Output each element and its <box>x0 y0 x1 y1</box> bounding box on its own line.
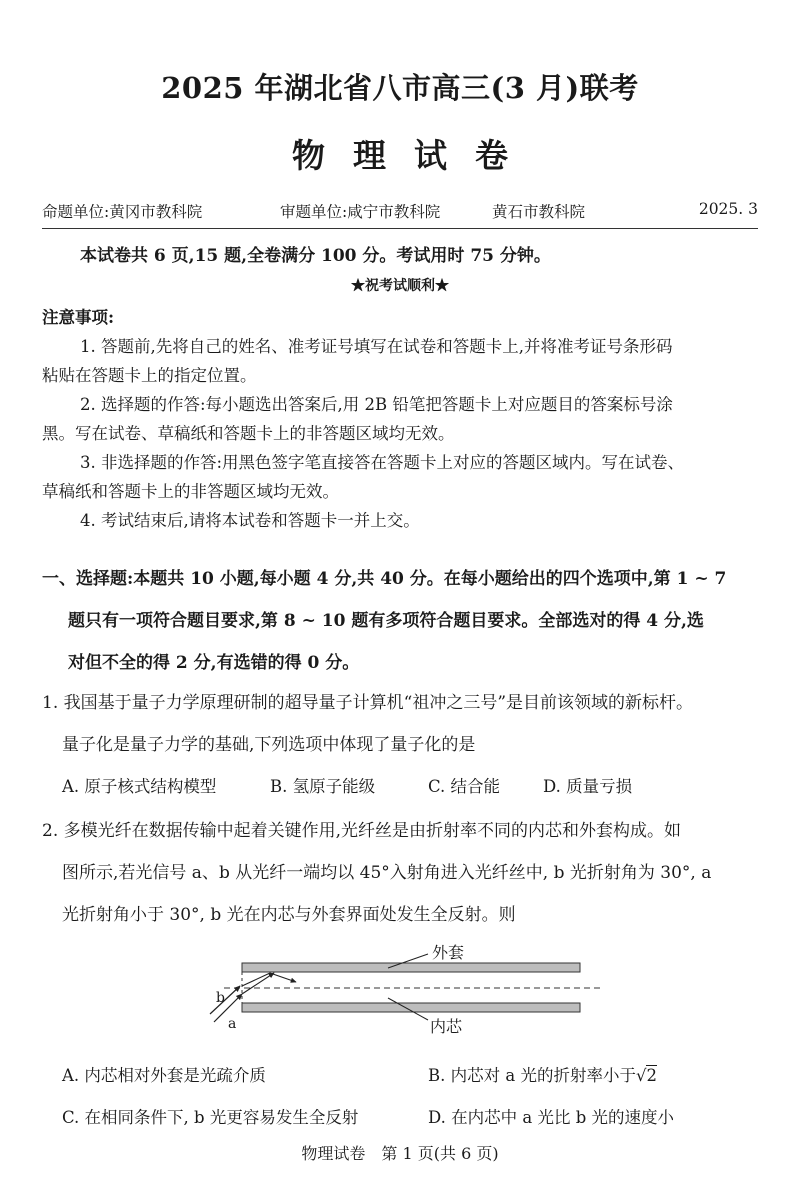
header-divider <box>42 228 758 229</box>
notice-item-1-line-1: 1. 答题前,先将自己的姓名、准考证号填写在试卷和答题卡上,并将准考证号条形码 <box>80 337 673 356</box>
cladding-top-band <box>242 963 580 972</box>
q2-option-b-text: B. 内芯对 a 光的折射率小于 <box>428 1066 636 1085</box>
notice-item-1-line-2: 粘贴在答题卡上的指定位置。 <box>42 366 257 385</box>
q2-stem-line-2: 图所示,若光信号 a、b 从光纤一端均以 45°入射角进入光纤丝中, b 光折射角为 30°, a <box>62 863 712 883</box>
section-1-line-2: 题只有一项符合题目要求,第 8 ~ 10 题有多项符合题目要求。全部选对的得 4 分,选 <box>68 611 704 631</box>
q1-stem-line-1: 1. 我国基于量子力学原理研制的超导量子计算机“祖冲之三号”是目前该领域的新标杆。 <box>42 693 694 713</box>
notice-heading: 注意事项: <box>42 308 115 327</box>
notice-item-3-line-2: 草稿纸和答题卡上的非答题区域均无效。 <box>42 482 339 501</box>
q2-option-b <box>428 1062 657 1086</box>
q2-option-a: A. 内芯相对外套是光疏介质 <box>62 1066 266 1085</box>
label-inner-core: 内芯 <box>430 1017 463 1036</box>
label-outer-cladding: 外套 <box>432 943 465 962</box>
author-unit: 命题单位:黄冈市教科院 <box>42 203 203 221</box>
section-1-line-1: 一、选择题:本题共 10 小题,每小题 4 分,共 40 分。在每小题给出的四个选项中,第 1 ~ 7 <box>42 569 727 589</box>
section-1-line-3: 对但不全的得 2 分,有选错的得 0 分。 <box>68 653 360 673</box>
q2-option-b-radicand: 2 <box>646 1066 657 1085</box>
refracted-ray-b <box>242 973 270 986</box>
q1-option-a: A. 原子核式结构模型 <box>62 777 217 796</box>
subject-title: 物理试卷 <box>292 136 536 175</box>
q2-option-d: D. 在内芯中 a 光比 b 光的速度小 <box>428 1108 675 1127</box>
notice-item-2-line-2: 黑。写在试卷、草稿纸和答题卡上的非答题区域均无效。 <box>42 424 455 443</box>
sqrt-symbol: √ <box>635 1066 647 1085</box>
review-unit-1: 审题单位:咸宁市教科院 <box>280 203 441 221</box>
fiber-optic-figure <box>200 936 620 1040</box>
q2-option-c: C. 在相同条件下, b 光更容易发生全反射 <box>62 1108 359 1127</box>
q2-stem-line-3: 光折射角小于 30°, b 光在内芯与外套界面处发生全反射。则 <box>62 905 516 925</box>
exam-title: 2025 年湖北省八市高三(3 月)联考 <box>161 71 639 105</box>
exam-date: 2025. 3 <box>698 200 758 218</box>
label-ray-a: a <box>228 1016 237 1032</box>
good-luck-banner: ★祝考试顺利★ <box>351 278 449 294</box>
q1-stem-line-2: 量子化是量子力学的基础,下列选项中体现了量子化的是 <box>62 735 476 755</box>
label-ray-b: b <box>216 990 225 1006</box>
q2-stem-line-1: 2. 多模光纤在数据传输中起着关键作用,光纤丝是由折射率不同的内芯和外套构成。如 <box>42 821 682 841</box>
reflected-ray-b <box>270 973 296 982</box>
q1-option-c: C. 结合能 <box>428 777 501 796</box>
notice-item-3-line-1: 3. 非选择题的作答:用黑色签字笔直接答在答题卡上对应的答题区域内。写在试卷、 <box>80 453 685 472</box>
notice-item-2-line-1: 2. 选择题的作答:每小题选出答案后,用 2B 铅笔把答题卡上对应题目的答案标号涂 <box>80 395 673 414</box>
exam-intro: 本试卷共 6 页,15 题,全卷满分 100 分。考试用时 75 分钟。 <box>80 246 551 266</box>
q1-option-b: B. 氢原子能级 <box>270 777 376 796</box>
notice-item-4: 4. 考试结束后,请将本试卷和答题卡一并上交。 <box>80 511 420 530</box>
q1-option-d: D. 质量亏损 <box>543 777 633 796</box>
page-footer: 物理试卷 第 1 页(共 6 页) <box>301 1144 499 1163</box>
review-unit-2: 黄石市教科院 <box>492 203 586 221</box>
